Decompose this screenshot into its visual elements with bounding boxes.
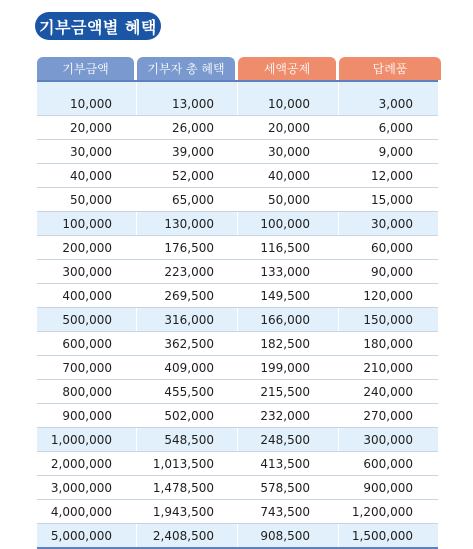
cell-tax-credit: 248,500 [260, 433, 310, 447]
cell-total-benefit: 2,408,500 [152, 529, 214, 543]
cell-gift: 60,000 [371, 241, 413, 255]
cell-gift: 30,000 [371, 217, 413, 231]
table-row [37, 260, 438, 284]
cell-tax-credit: 116,500 [260, 241, 310, 255]
table-row [37, 140, 438, 164]
cell-donation-amount: 40,000 [70, 169, 112, 183]
cell-total-benefit: 362,500 [164, 337, 214, 351]
cell-tax-credit: 40,000 [268, 169, 310, 183]
cell-gift: 150,000 [363, 313, 413, 327]
cell-gift: 1,200,000 [351, 505, 413, 519]
column-separator [136, 308, 137, 331]
column-header-gift: 답례품 [339, 57, 441, 80]
cell-tax-credit: 743,500 [260, 505, 310, 519]
table-row [37, 524, 438, 549]
table-row [37, 404, 438, 428]
cell-total-benefit: 26,000 [172, 121, 214, 135]
cell-total-benefit: 502,000 [164, 409, 214, 423]
cell-gift: 9,000 [378, 145, 413, 159]
cell-tax-credit: 199,000 [260, 361, 310, 375]
cell-tax-credit: 50,000 [268, 193, 310, 207]
cell-donation-amount: 500,000 [62, 313, 112, 327]
cell-total-benefit: 1,943,500 [152, 505, 214, 519]
column-separator [237, 212, 238, 235]
cell-gift: 300,000 [363, 433, 413, 447]
column-separator [237, 428, 238, 451]
cell-tax-credit: 182,500 [260, 337, 310, 351]
cell-tax-credit: 908,500 [260, 529, 310, 543]
cell-donation-amount: 5,000,000 [50, 529, 112, 543]
benefit-table [37, 82, 438, 549]
cell-donation-amount: 900,000 [62, 409, 112, 423]
cell-donation-amount: 20,000 [70, 121, 112, 135]
cell-donation-amount: 50,000 [70, 193, 112, 207]
column-separator [338, 212, 339, 235]
table-row [37, 284, 438, 308]
table-header [37, 57, 441, 80]
table-row [37, 212, 438, 236]
table-row [37, 428, 438, 452]
cell-gift: 240,000 [363, 385, 413, 399]
cell-gift: 600,000 [363, 457, 413, 471]
column-separator [237, 524, 238, 547]
cell-tax-credit: 413,500 [260, 457, 310, 471]
cell-donation-amount: 400,000 [62, 289, 112, 303]
cell-tax-credit: 149,500 [260, 289, 310, 303]
table-row [37, 356, 438, 380]
cell-gift: 900,000 [363, 481, 413, 495]
cell-donation-amount: 3,000,000 [50, 481, 112, 495]
cell-total-benefit: 316,000 [164, 313, 214, 327]
column-separator [338, 308, 339, 331]
cell-donation-amount: 600,000 [62, 337, 112, 351]
page-title: 기부금액별 혜택 [35, 12, 161, 40]
cell-donation-amount: 10,000 [70, 97, 112, 111]
cell-total-benefit: 176,500 [164, 241, 214, 255]
cell-gift: 270,000 [363, 409, 413, 423]
cell-gift: 6,000 [378, 121, 413, 135]
table-row [37, 164, 438, 188]
cell-tax-credit: 133,000 [260, 265, 310, 279]
cell-total-benefit: 1,478,500 [152, 481, 214, 495]
cell-tax-credit: 20,000 [268, 121, 310, 135]
column-separator [136, 524, 137, 547]
cell-tax-credit: 215,500 [260, 385, 310, 399]
column-separator [136, 428, 137, 451]
cell-gift: 90,000 [371, 265, 413, 279]
column-separator [338, 428, 339, 451]
cell-gift: 180,000 [363, 337, 413, 351]
cell-donation-amount: 200,000 [62, 241, 112, 255]
table-row [37, 82, 438, 116]
cell-donation-amount: 100,000 [62, 217, 112, 231]
cell-donation-amount: 2,000,000 [50, 457, 112, 471]
cell-total-benefit: 409,000 [164, 361, 214, 375]
cell-gift: 210,000 [363, 361, 413, 375]
cell-total-benefit: 13,000 [172, 97, 214, 111]
table-row [37, 380, 438, 404]
column-separator [237, 308, 238, 331]
cell-total-benefit: 269,500 [164, 289, 214, 303]
cell-total-benefit: 65,000 [172, 193, 214, 207]
table-row [37, 116, 438, 140]
cell-tax-credit: 232,000 [260, 409, 310, 423]
cell-tax-credit: 578,500 [260, 481, 310, 495]
cell-donation-amount: 30,000 [70, 145, 112, 159]
column-separator [338, 82, 339, 115]
table-row [37, 308, 438, 332]
cell-tax-credit: 30,000 [268, 145, 310, 159]
table-row [37, 476, 438, 500]
table-row [37, 188, 438, 212]
column-header-total-benefit: 기부자 총 혜택 [137, 57, 235, 80]
cell-donation-amount: 300,000 [62, 265, 112, 279]
cell-tax-credit: 100,000 [260, 217, 310, 231]
cell-donation-amount: 700,000 [62, 361, 112, 375]
cell-total-benefit: 39,000 [172, 145, 214, 159]
column-header-tax-credit: 세액공제 [238, 57, 336, 80]
cell-total-benefit: 455,500 [164, 385, 214, 399]
cell-tax-credit: 10,000 [268, 97, 310, 111]
cell-gift: 3,000 [378, 97, 413, 111]
column-separator [237, 82, 238, 115]
column-separator [338, 524, 339, 547]
column-separator [136, 82, 137, 115]
table-row [37, 500, 438, 524]
cell-total-benefit: 223,000 [164, 265, 214, 279]
table-row [37, 452, 438, 476]
cell-donation-amount: 800,000 [62, 385, 112, 399]
table-row [37, 236, 438, 260]
cell-donation-amount: 1,000,000 [50, 433, 112, 447]
cell-donation-amount: 4,000,000 [50, 505, 112, 519]
cell-total-benefit: 1,013,500 [152, 457, 214, 471]
cell-tax-credit: 166,000 [260, 313, 310, 327]
column-header-donation-amount: 기부금액 [37, 57, 134, 80]
cell-gift: 12,000 [371, 169, 413, 183]
cell-total-benefit: 130,000 [164, 217, 214, 231]
column-separator [136, 212, 137, 235]
cell-gift: 120,000 [363, 289, 413, 303]
cell-gift: 1,500,000 [351, 529, 413, 543]
cell-total-benefit: 548,500 [164, 433, 214, 447]
cell-gift: 15,000 [371, 193, 413, 207]
cell-total-benefit: 52,000 [172, 169, 214, 183]
table-row [37, 332, 438, 356]
